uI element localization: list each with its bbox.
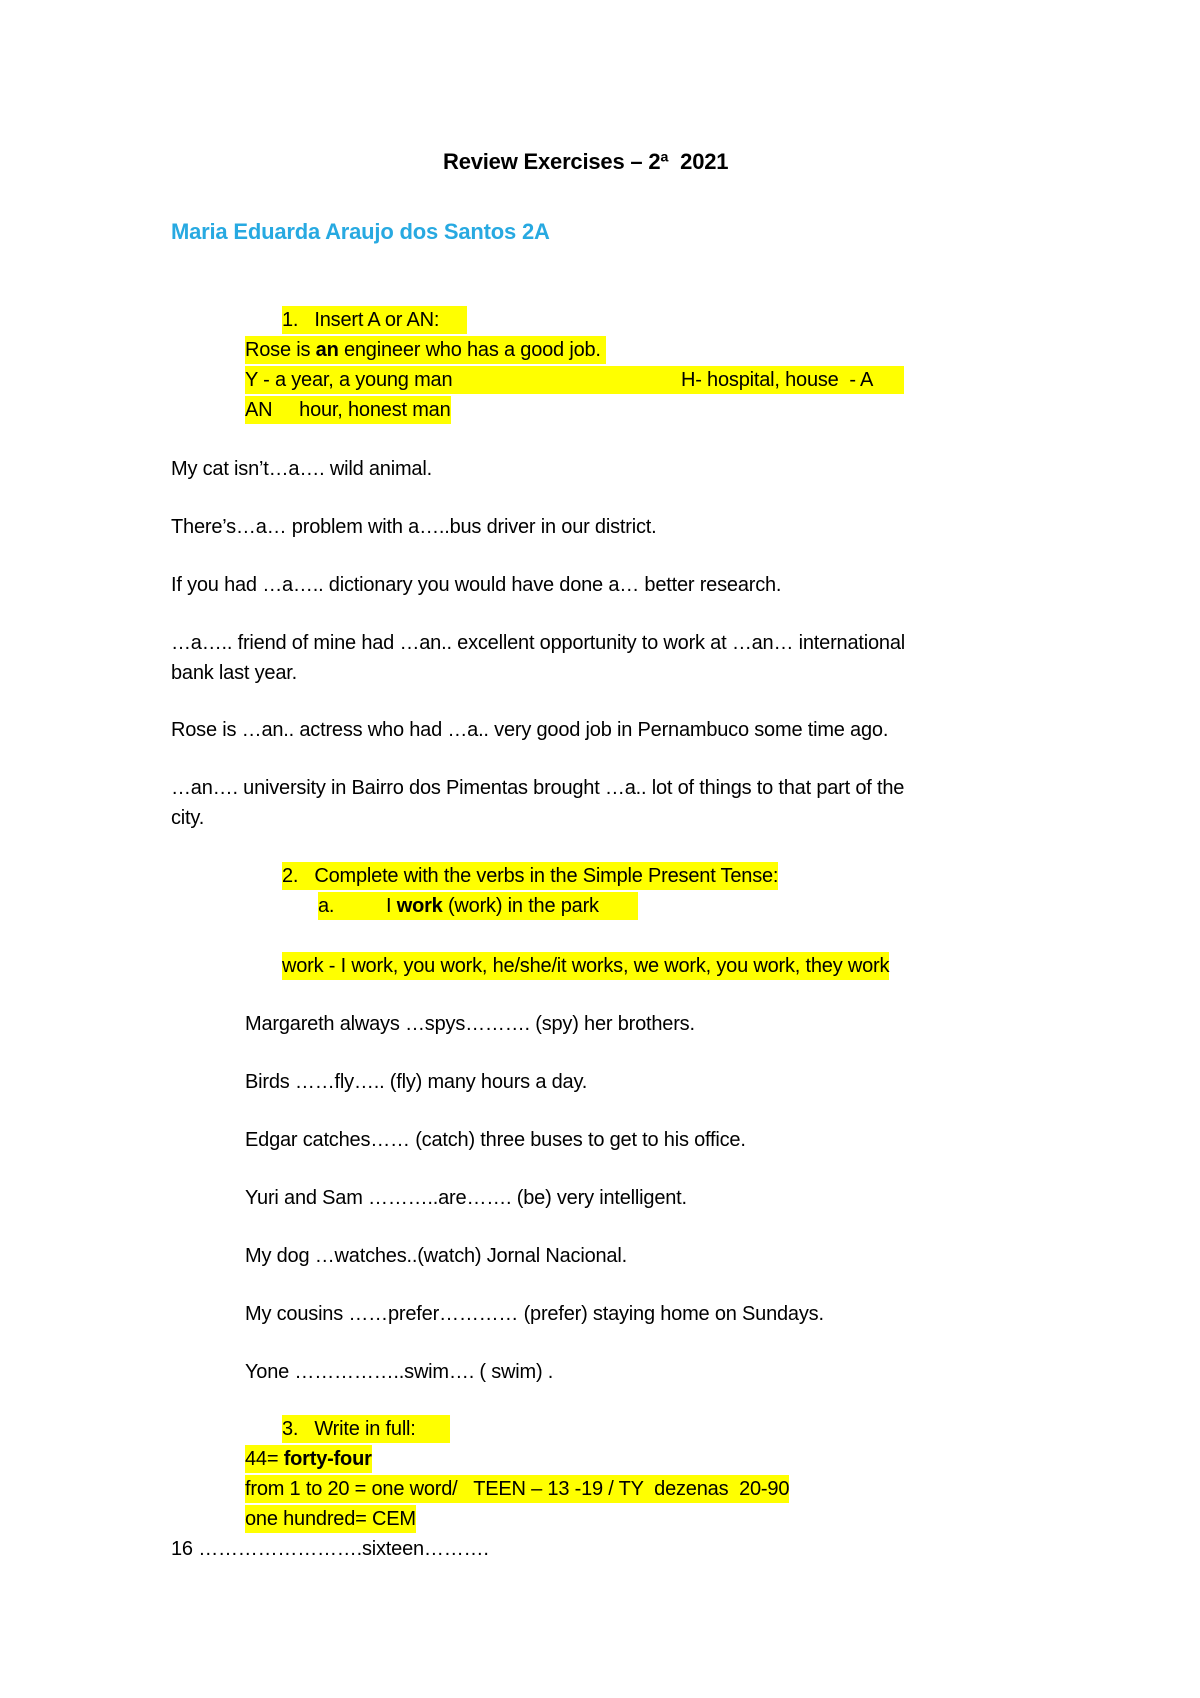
example-answer: forty-four bbox=[283, 1448, 372, 1470]
exercise-2-item: Yone ……………..swim…. ( swim) . bbox=[245, 1361, 554, 1383]
page-title: Review Exercises – 2ª 2021 bbox=[443, 149, 729, 174]
section-1-example: Rose is an engineer who has a good job. bbox=[245, 336, 606, 364]
exercise-2-item: My dog …watches..(watch) Jornal Nacional. bbox=[245, 1245, 627, 1267]
exercise-1-item: …an…. university in Bairro dos Pimentas brought …a.. lot of things to that part of the bbox=[171, 777, 905, 799]
rule-an: AN hour, honest man bbox=[245, 396, 451, 424]
exercise-1-item: My cat isn’t…a…. wild animal. bbox=[171, 458, 432, 480]
exercise-1-item: If you had …a….. dictionary you would have done a… better research. bbox=[171, 574, 782, 596]
number-rule: from 1 to 20 = one word/ TEEN – 13 -19 / TY dezenas 20-90 bbox=[245, 1475, 789, 1503]
section-2-example: a. I work (work) in the park bbox=[318, 892, 638, 920]
rule-y-line bbox=[245, 366, 904, 394]
exercise-1-item: There’s…a… problem with a…..bus driver in our district. bbox=[171, 516, 657, 538]
section-3-example: 44= forty-four bbox=[245, 1445, 372, 1473]
conjugation-rule: work - I work, you work, he/she/it works, we work, you work, they work bbox=[282, 952, 889, 980]
example-answer: an bbox=[315, 339, 339, 361]
example-answer: work bbox=[396, 895, 443, 917]
section-1-number: 1. bbox=[282, 309, 299, 331]
rule-h: H- hospital, house - A bbox=[681, 369, 874, 391]
exercise-1-item-cont: city. bbox=[171, 807, 205, 829]
section-2-heading bbox=[282, 862, 778, 890]
exercise-2-item: My cousins ……prefer………… (prefer) staying home on Sundays. bbox=[245, 1303, 824, 1325]
section-3-number: 3. bbox=[282, 1418, 299, 1440]
section-2-number: 2. bbox=[282, 865, 299, 887]
hundred-rule: one hundred= CEM bbox=[245, 1505, 416, 1533]
section-2-title: Complete with the verbs in the Simple Present Tense: bbox=[314, 865, 779, 887]
exercise-2-item: Birds ……fly….. (fly) many hours a day. bbox=[245, 1071, 588, 1093]
exercise-2-item: Edgar catches…… (catch) three buses to get to his office. bbox=[245, 1129, 746, 1151]
section-1-title: Insert A or AN: bbox=[314, 309, 440, 331]
exercise-2-item: Margareth always …spys………. (spy) her brothers. bbox=[245, 1013, 695, 1035]
section-3-heading bbox=[282, 1415, 450, 1443]
student-name: Maria Eduarda Araujo dos Santos 2A bbox=[171, 219, 550, 244]
rule-y: Y - a year, a young man bbox=[245, 369, 453, 391]
exercise-1-item: Rose is …an.. actress who had …a.. very good job in Pernambuco some time ago. bbox=[171, 719, 889, 741]
exercise-2-item: Yuri and Sam ………..are……. (be) very intelligent. bbox=[245, 1187, 687, 1209]
exercise-3-item: 16 …………………….sixteen………. bbox=[171, 1538, 489, 1560]
exercise-1-item: …a….. friend of mine had …an.. excellent opportunity to work at …an… international bbox=[171, 632, 905, 654]
section-3-title: Write in full: bbox=[314, 1418, 416, 1440]
section-1-heading bbox=[282, 306, 467, 334]
exercise-1-item-cont: bank last year. bbox=[171, 662, 297, 684]
